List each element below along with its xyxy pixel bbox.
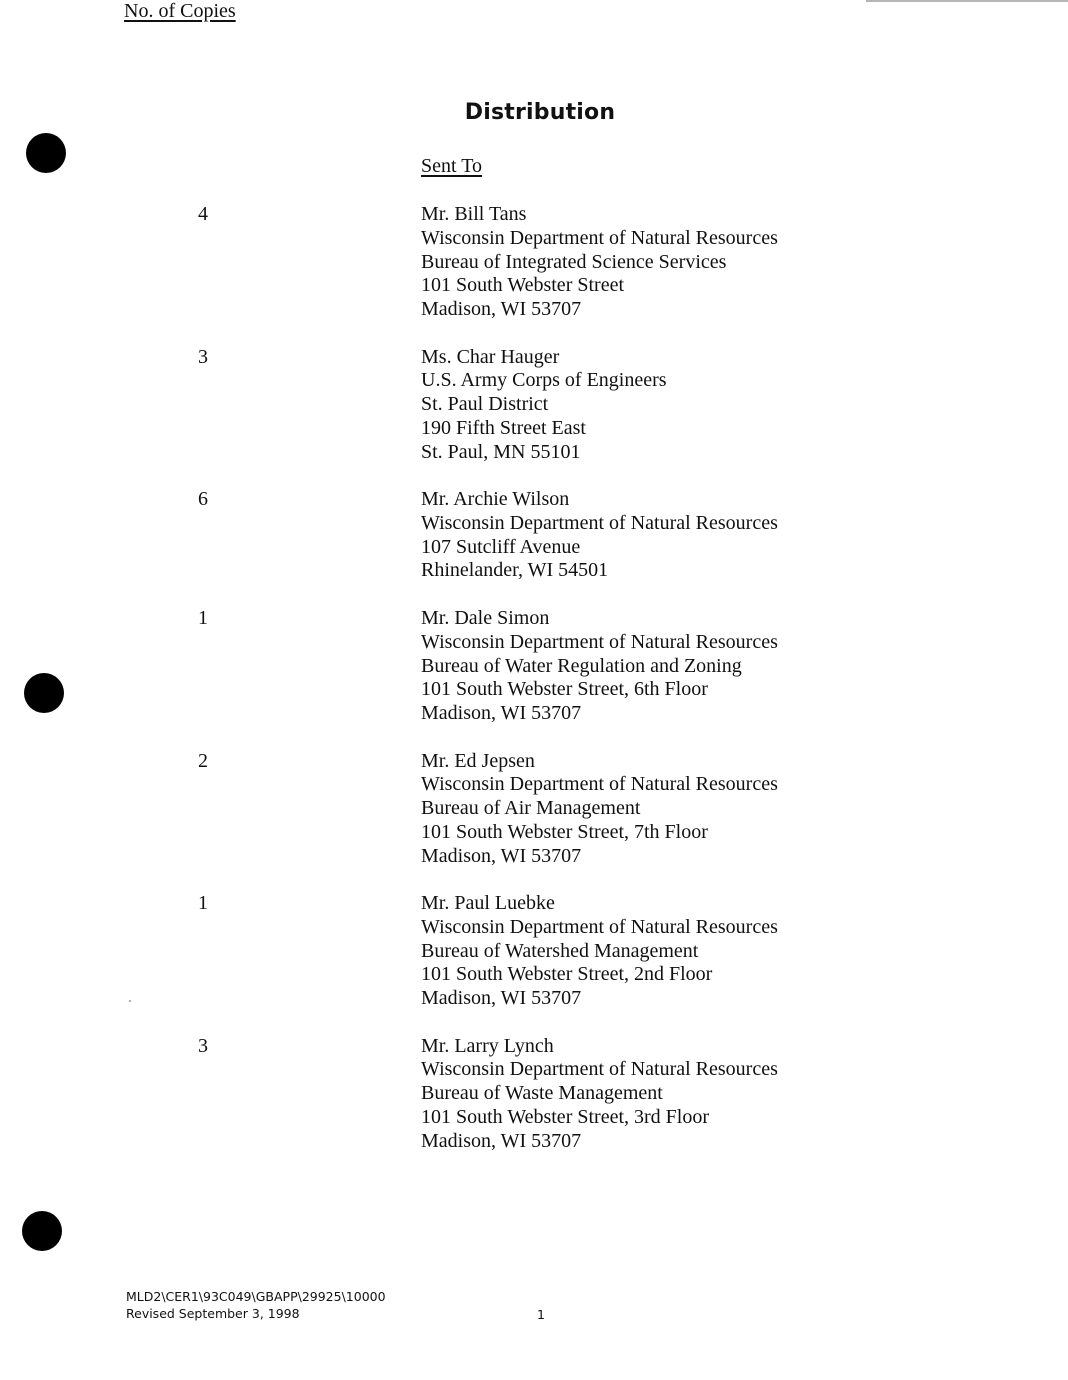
address-line: Madison, WI 53707 (421, 298, 582, 321)
address-line: Bureau of Water Regulation and Zoning (421, 654, 742, 677)
address-line: Bureau of Watershed Management (421, 939, 699, 962)
distribution-entry (0, 750, 1068, 893)
address-line: Wisconsin Department of Natural Resources (421, 915, 778, 938)
address-line: U.S. Army Corps of Engineers (421, 369, 667, 392)
address-line: Madison, WI 53707 (421, 844, 582, 867)
recipient-address (421, 488, 778, 583)
recipient-address (421, 1035, 778, 1154)
recipient-name: Mr. Archie Wilson (421, 488, 570, 510)
distribution-entry (0, 892, 1068, 1035)
recipient-name: Mr. Bill Tans (421, 203, 527, 225)
address-line: 101 South Webster Street, 3rd Floor (421, 1105, 709, 1128)
recipient-address (421, 892, 778, 1011)
distribution-entry (0, 488, 1068, 607)
address-line: Rhinelander, WI 54501 (421, 559, 609, 582)
address-line: Wisconsin Department of Natural Resources (421, 630, 778, 653)
address-line: Bureau of Integrated Science Services (421, 250, 727, 273)
footer-revision-date: Revised September 3, 1998 (126, 1306, 300, 1321)
address-line: 190 Fifth Street East (421, 416, 586, 439)
address-line: 101 South Webster Street, 7th Floor (421, 820, 708, 843)
footer-file-path: MLD2\CER1\93C049\GBAPP\29925\10000 (126, 1289, 386, 1304)
address-line: Madison, WI 53707 (421, 702, 582, 725)
copies-column-header: No. of Copies (124, 0, 236, 22)
recipient-name: Mr. Ed Jepsen (421, 749, 535, 772)
punch-hole-top (26, 133, 66, 173)
punch-hole-bottom (22, 1211, 62, 1251)
address-line: 107 Sutcliff Avenue (421, 535, 581, 558)
address-line: 101 South Webster Street, 2nd Floor (421, 963, 713, 986)
recipient-address (421, 607, 778, 726)
page-title: Distribution (464, 100, 616, 125)
recipient-address (421, 750, 778, 869)
distribution-entry (0, 346, 1068, 489)
copies-count: 2 (198, 749, 208, 772)
recipient-name: Mr. Dale Simon (421, 607, 550, 629)
copies-count: 3 (198, 1034, 208, 1057)
recipient-address (421, 346, 667, 465)
distribution-entry (0, 1035, 1068, 1178)
distribution-entry (0, 203, 1068, 346)
address-line: Wisconsin Department of Natural Resources (421, 773, 778, 796)
recipient-address (421, 203, 778, 322)
sent-to-column-header: Sent To (421, 155, 483, 177)
distribution-list (0, 203, 1068, 1177)
copies-count: 1 (198, 892, 208, 914)
address-line: 101 South Webster Street (421, 274, 624, 297)
address-line: Bureau of Air Management (421, 797, 641, 820)
copies-count: 1 (198, 607, 208, 629)
scan-edge-line (866, 0, 1068, 2)
address-line: Madison, WI 53707 (421, 987, 582, 1010)
address-line: Bureau of Waste Management (421, 1082, 663, 1105)
distribution-entry (0, 607, 1068, 750)
recipient-name: Mr. Larry Lynch (421, 1034, 554, 1057)
recipient-name: Mr. Paul Luebke (421, 892, 555, 914)
address-line: St. Paul, MN 55101 (421, 440, 581, 463)
copies-count: 4 (198, 203, 208, 225)
address-line: Wisconsin Department of Natural Resources (421, 226, 778, 249)
address-line: 101 South Webster Street, 6th Floor (421, 678, 708, 701)
recipient-name: Ms. Char Hauger (421, 345, 560, 368)
copies-count: 3 (198, 345, 208, 368)
address-line: Wisconsin Department of Natural Resources (421, 511, 778, 534)
address-line: Wisconsin Department of Natural Resources (421, 1058, 778, 1081)
page-number: 1 (537, 1307, 545, 1322)
address-line: St. Paul District (421, 393, 549, 416)
address-line: Madison, WI 53707 (421, 1129, 582, 1152)
copies-count: 6 (198, 488, 208, 510)
